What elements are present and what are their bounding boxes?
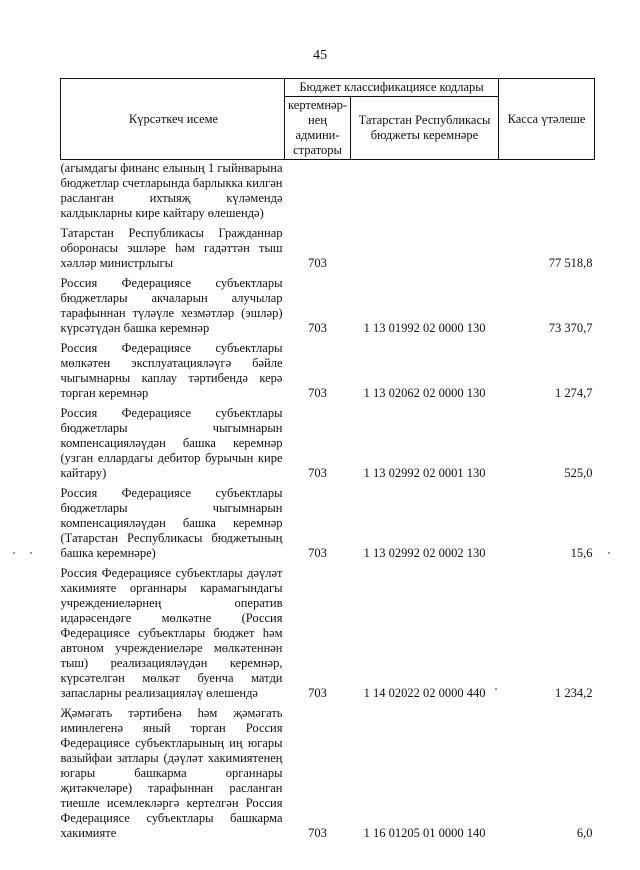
row-admin-code: 703 (308, 686, 327, 700)
table-row (61, 340, 595, 405)
row-name: Татарстан Республикасы Гражданнар оборонасы эшләре һәм гадәттән тыш хәлләр министрлыгы (60, 226, 283, 270)
table-row (61, 705, 595, 845)
row-budget-code: 1 13 02992 02 0002 130 (363, 546, 486, 560)
page-number: 45 (313, 48, 327, 63)
scan-speck (608, 552, 610, 554)
row-name: Россия Федерациясе субъектлары бюджетлары чыгымнарын компенсацияләүдән башка керемнәр (Татарстан Республикасы бюджетының башка керемнәре) (60, 486, 283, 560)
row-admin-code: 703 (308, 546, 327, 560)
row-budget-code: 1 13 02992 02 0001 130 (363, 466, 486, 480)
row-name: Россия Федерациясе субъектлары бюджетлары акчаларын алучылар тарафыннан түләүле хезмәтләр (эшләр) күрсәтүдән башка керемнәр (60, 276, 283, 335)
scan-speck (13, 552, 15, 554)
table-row (61, 225, 595, 275)
scan-speck (495, 688, 497, 690)
row-name: (агымдагы финанс елының 1 гыйнварына бюджетлар счетларында барлыкка килгән расланган ихтыяҗ күләмендә калдыкларны кире кайтару өлешендә) (60, 161, 283, 220)
row-amount: 1 234,2 (555, 686, 593, 700)
budget-revenue-table (60, 78, 595, 845)
row-admin-code: 703 (308, 321, 327, 335)
header-budget-classification-codes: Бюджет классификациясе кодлары (285, 79, 499, 97)
row-admin-code: 703 (308, 466, 327, 480)
row-budget-code: 1 13 02062 02 0000 130 (363, 386, 486, 400)
table-row (61, 275, 595, 340)
row-budget-code (351, 225, 499, 275)
row-amount: 15,6 (570, 546, 593, 560)
table-row (61, 160, 595, 226)
row-admin-code (285, 160, 351, 226)
row-budget-code: 1 13 01992 02 0000 130 (363, 321, 486, 335)
row-admin-code: 703 (308, 256, 327, 270)
row-budget-code (351, 160, 499, 226)
row-budget-code: 1 16 01205 01 0000 140 (363, 826, 486, 840)
row-name: Җәмәгать тәртибенә һәм җәмәгать иминлегенә яный торган Россия Федерациясе субъектларының иң югары вазыйфаи затлары (дәүләт хакимиятенең югары башкарма органнары җитәкчеләре) тарафыннан расланган тиешле исемлекләргә кертелгән Россия Федерациясе субъектлары башкарма хакимияте (60, 706, 283, 840)
row-amount: 525,0 (564, 466, 593, 480)
scan-speck (30, 552, 32, 554)
row-amount: 6,0 (576, 826, 593, 840)
row-name: Россия Федерациясе субъектлары бюджетлары чыгымнарын компенсацияләүдән башка керемнәр (узган еллардагы дебитор бурычын кире кайтару) (60, 406, 283, 480)
row-amount: 1 274,7 (555, 386, 593, 400)
header-revenue-administrator: кертемнәр-нең админи-страторы (285, 97, 351, 160)
header-indicator-name: Күрсәткеч исеме (61, 79, 285, 160)
table-row (61, 405, 595, 485)
row-budget-code: 1 14 02022 02 0000 440 (363, 686, 486, 700)
row-amount (499, 160, 595, 226)
table-row (61, 565, 595, 705)
row-admin-code: 703 (308, 826, 327, 840)
row-amount: 73 370,7 (548, 321, 593, 335)
row-amount: 77 518,8 (548, 256, 593, 270)
header-republic-budget-revenue: Татарстан Республикасы бюджеты керемнәре (351, 97, 499, 160)
row-admin-code: 703 (308, 386, 327, 400)
row-name: Россия Федерациясе субъектлары дәүләт хакимияте органнары карамагындагы учреждениеләрнең оператив идарәсендәге мөлкәтне (Россия Федерациясе субъектлары бюджет һәм автоном учреждениеләре мөлкәтеннән тыш) реализацияләүдән керемнәр, күрсәтелгән мөлкәт буенча матди запасларны реализацияләү өлешендә (60, 566, 283, 700)
header-cash-execution: Касса үтәлеше (499, 79, 595, 160)
table-row (61, 485, 595, 565)
row-name: Россия Федерациясе субъектлары мөлкәтен эксплуатацияләүгә бәйле чыгымнарны каплау тәртибендә керә торган керемнәр (60, 341, 283, 400)
